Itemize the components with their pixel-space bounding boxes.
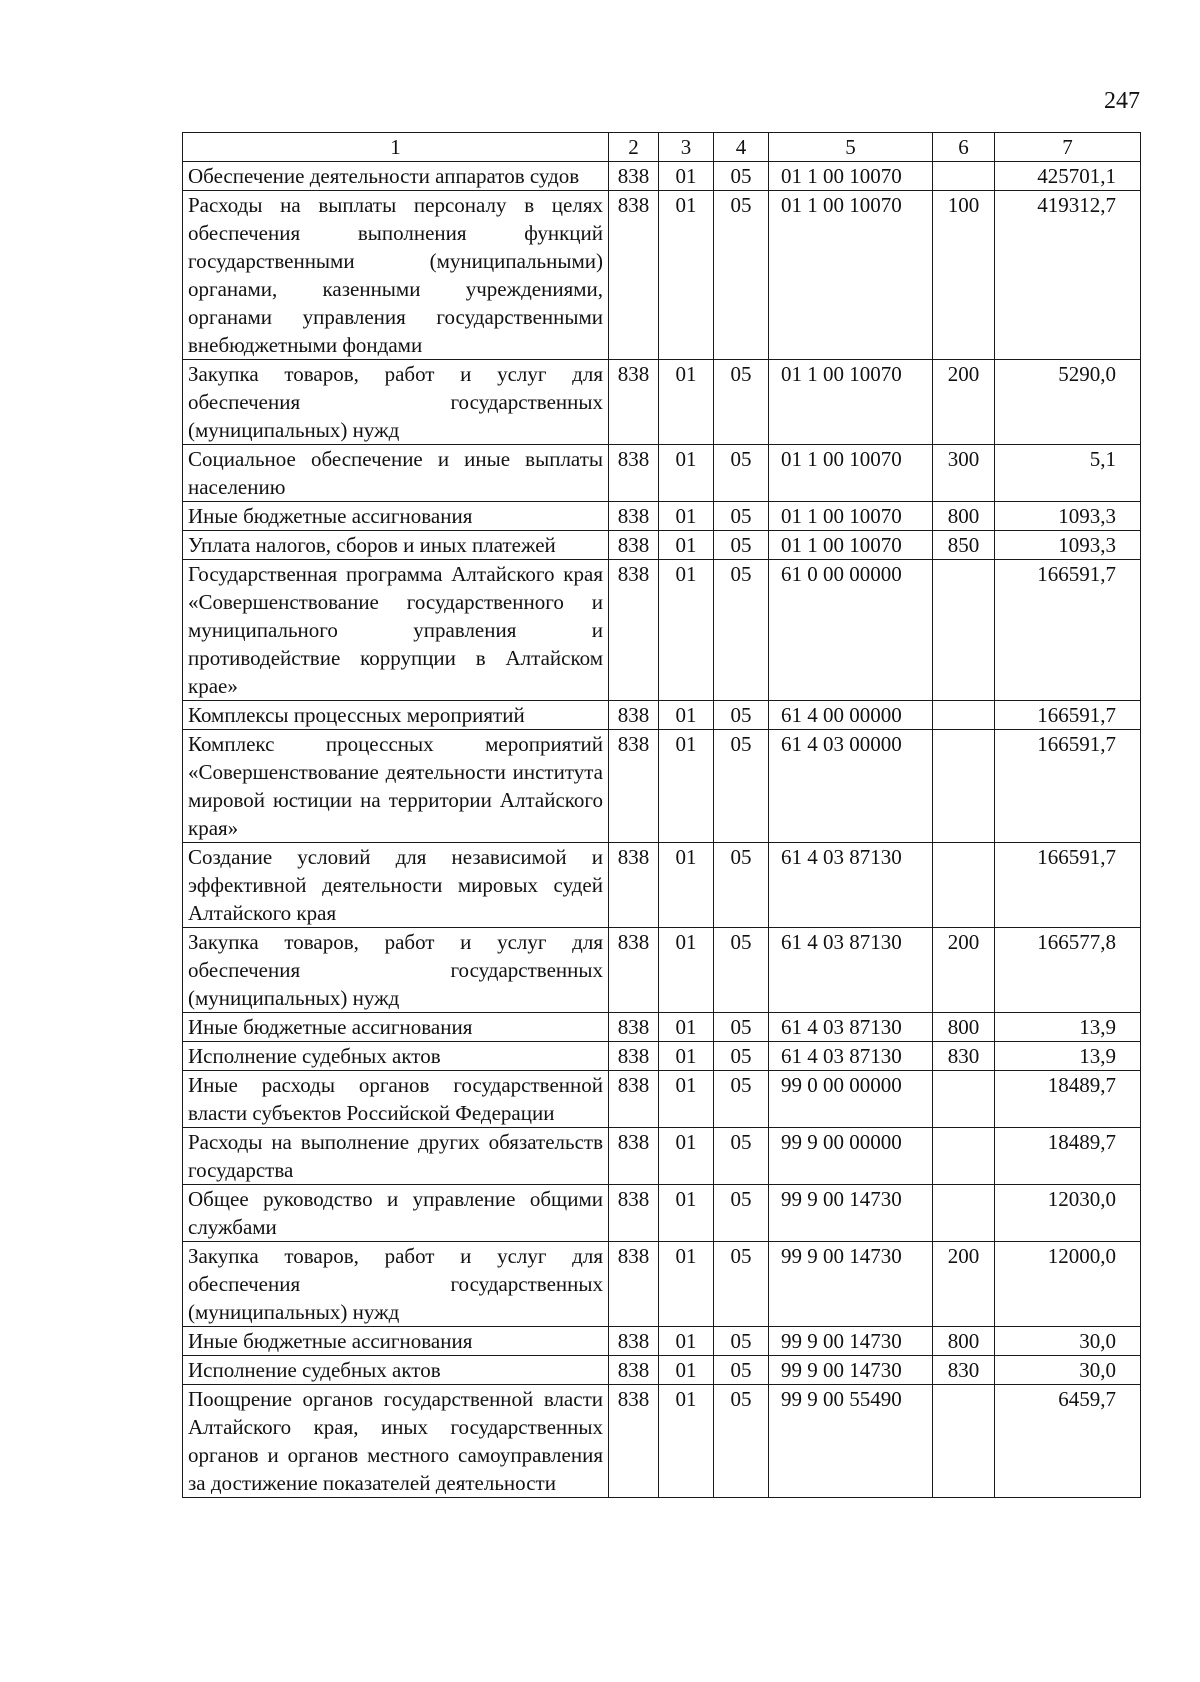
section-code-cell: 01 [659,730,714,843]
amount-cell: 166591,7 [995,560,1141,701]
expense-type-code-cell [933,730,995,843]
target-article-code-cell: 01 1 00 10070 [769,531,933,560]
expense-type-code-cell: 200 [933,1242,995,1327]
expense-type-code-cell [933,1071,995,1128]
subsection-code-cell: 05 [714,1185,769,1242]
expense-type-code-cell: 830 [933,1042,995,1071]
section-code-cell: 01 [659,1042,714,1071]
item-name-cell: Поощрение органов государственной власти Алтайского края, иных государственных органов и органов местного самоуправления за достижение показателей деятельности [183,1385,609,1498]
ministry-code-cell: 838 [609,1327,659,1356]
section-code-cell: 01 [659,360,714,445]
target-article-code-cell: 99 9 00 14730 [769,1356,933,1385]
target-article-code-cell: 01 1 00 10070 [769,360,933,445]
expense-type-code-cell: 300 [933,445,995,502]
ministry-code-cell: 838 [609,1185,659,1242]
table-row [183,191,1141,360]
expense-type-code-cell: 200 [933,360,995,445]
section-code-cell: 01 [659,1071,714,1128]
table-row [183,730,1141,843]
subsection-code-cell: 05 [714,445,769,502]
item-name-cell: Иные расходы органов государственной власти субъектов Российской Федерации [183,1071,609,1128]
item-name-cell: Комплекс процессных мероприятий «Совершенствование деятельности института мировой юстиции на территории Алтайского края» [183,730,609,843]
subsection-code-cell: 05 [714,1128,769,1185]
target-article-code-cell: 01 1 00 10070 [769,502,933,531]
amount-cell: 166591,7 [995,843,1141,928]
amount-cell: 18489,7 [995,1071,1141,1128]
section-code-cell: 01 [659,560,714,701]
section-code-cell: 01 [659,1128,714,1185]
subsection-code-cell: 05 [714,1042,769,1071]
table-row [183,1385,1141,1498]
subsection-code-cell: 05 [714,191,769,360]
target-article-code-cell: 01 1 00 10070 [769,445,933,502]
expense-type-code-cell [933,843,995,928]
section-code-cell: 01 [659,1385,714,1498]
expense-type-code-cell: 830 [933,1356,995,1385]
section-code-cell: 01 [659,1185,714,1242]
table-row [183,360,1141,445]
expense-type-code-cell [933,1385,995,1498]
table-row [183,560,1141,701]
ministry-code-cell: 838 [609,531,659,560]
column-header-5: 5 [769,133,933,162]
section-code-cell: 01 [659,162,714,191]
amount-cell: 166577,8 [995,928,1141,1013]
section-code-cell: 01 [659,701,714,730]
subsection-code-cell: 05 [714,730,769,843]
target-article-code-cell: 99 9 00 14730 [769,1185,933,1242]
table-header [183,133,1141,162]
table-body [183,162,1141,1498]
amount-cell: 13,9 [995,1013,1141,1042]
table-row [183,1327,1141,1356]
item-name-cell: Иные бюджетные ассигнования [183,502,609,531]
ministry-code-cell: 838 [609,1042,659,1071]
expense-type-code-cell [933,701,995,730]
item-name-cell: Закупка товаров, работ и услуг для обеспечения государственных (муниципальных) нужд [183,928,609,1013]
item-name-cell: Создание условий для независимой и эффективной деятельности мировых судей Алтайского края [183,843,609,928]
item-name-cell: Иные бюджетные ассигнования [183,1327,609,1356]
section-code-cell: 01 [659,1356,714,1385]
section-code-cell: 01 [659,445,714,502]
table-row [183,502,1141,531]
ministry-code-cell: 838 [609,1242,659,1327]
amount-cell: 1093,3 [995,531,1141,560]
section-code-cell: 01 [659,1242,714,1327]
table-row [183,928,1141,1013]
subsection-code-cell: 05 [714,1356,769,1385]
subsection-code-cell: 05 [714,1242,769,1327]
expense-type-code-cell [933,162,995,191]
target-article-code-cell: 01 1 00 10070 [769,162,933,191]
ministry-code-cell: 838 [609,360,659,445]
target-article-code-cell: 01 1 00 10070 [769,191,933,360]
item-name-cell: Расходы на выполнение других обязательств государства [183,1128,609,1185]
item-name-cell: Обеспечение деятельности аппаратов судов [183,162,609,191]
expense-type-code-cell: 850 [933,531,995,560]
amount-cell: 1093,3 [995,502,1141,531]
target-article-code-cell: 99 0 00 00000 [769,1071,933,1128]
ministry-code-cell: 838 [609,502,659,531]
table-row [183,162,1141,191]
item-name-cell: Государственная программа Алтайского края «Совершенствование государственного и муниципального управления и противодействие коррупции в Алтайском крае» [183,560,609,701]
subsection-code-cell: 05 [714,560,769,701]
target-article-code-cell: 99 9 00 14730 [769,1242,933,1327]
target-article-code-cell: 61 4 00 00000 [769,701,933,730]
amount-cell: 5,1 [995,445,1141,502]
subsection-code-cell: 05 [714,162,769,191]
ministry-code-cell: 838 [609,928,659,1013]
amount-cell: 13,9 [995,1042,1141,1071]
column-header-3: 3 [659,133,714,162]
page-number: 247 [1104,88,1140,114]
ministry-code-cell: 838 [609,1071,659,1128]
column-header-1: 1 [183,133,609,162]
target-article-code-cell: 61 4 03 87130 [769,843,933,928]
column-header-4: 4 [714,133,769,162]
header-row [183,133,1141,162]
table-row [183,1356,1141,1385]
item-name-cell: Социальное обеспечение и иные выплаты населению [183,445,609,502]
table-row [183,1128,1141,1185]
target-article-code-cell: 61 4 03 87130 [769,1042,933,1071]
amount-cell: 425701,1 [995,162,1141,191]
expense-type-code-cell [933,560,995,701]
amount-cell: 30,0 [995,1356,1141,1385]
subsection-code-cell: 05 [714,360,769,445]
section-code-cell: 01 [659,502,714,531]
amount-cell: 5290,0 [995,360,1141,445]
table-row [183,1071,1141,1128]
ministry-code-cell: 838 [609,560,659,701]
subsection-code-cell: 05 [714,1385,769,1498]
table-row [183,531,1141,560]
section-code-cell: 01 [659,1013,714,1042]
table-row [183,1042,1141,1071]
table-row [183,1013,1141,1042]
item-name-cell: Уплата налогов, сборов и иных платежей [183,531,609,560]
expense-type-code-cell: 200 [933,928,995,1013]
section-code-cell: 01 [659,928,714,1013]
subsection-code-cell: 05 [714,928,769,1013]
ministry-code-cell: 838 [609,701,659,730]
amount-cell: 166591,7 [995,701,1141,730]
section-code-cell: 01 [659,843,714,928]
subsection-code-cell: 05 [714,1013,769,1042]
table-row [183,843,1141,928]
table-row [183,701,1141,730]
target-article-code-cell: 61 4 03 87130 [769,928,933,1013]
ministry-code-cell: 838 [609,191,659,360]
amount-cell: 12000,0 [995,1242,1141,1327]
subsection-code-cell: 05 [714,843,769,928]
target-article-code-cell: 61 4 03 00000 [769,730,933,843]
column-header-2: 2 [609,133,659,162]
subsection-code-cell: 05 [714,1327,769,1356]
section-code-cell: 01 [659,191,714,360]
amount-cell: 30,0 [995,1327,1141,1356]
ministry-code-cell: 838 [609,1013,659,1042]
ministry-code-cell: 838 [609,1356,659,1385]
subsection-code-cell: 05 [714,701,769,730]
item-name-cell: Исполнение судебных актов [183,1356,609,1385]
item-name-cell: Исполнение судебных актов [183,1042,609,1071]
item-name-cell: Закупка товаров, работ и услуг для обеспечения государственных (муниципальных) нужд [183,360,609,445]
expense-type-code-cell: 800 [933,1013,995,1042]
target-article-code-cell: 61 0 00 00000 [769,560,933,701]
item-name-cell: Расходы на выплаты персоналу в целях обеспечения выполнения функций государственными (муниципальными) органами, казенными учреждениями, органами управления государственными внебюджетными фондами [183,191,609,360]
item-name-cell: Общее руководство и управление общими службами [183,1185,609,1242]
ministry-code-cell: 838 [609,1385,659,1498]
target-article-code-cell: 99 9 00 55490 [769,1385,933,1498]
section-code-cell: 01 [659,1327,714,1356]
target-article-code-cell: 99 9 00 00000 [769,1128,933,1185]
ministry-code-cell: 838 [609,1128,659,1185]
ministry-code-cell: 838 [609,162,659,191]
subsection-code-cell: 05 [714,1071,769,1128]
budget-table [182,132,1141,1498]
amount-cell: 12030,0 [995,1185,1141,1242]
amount-cell: 6459,7 [995,1385,1141,1498]
ministry-code-cell: 838 [609,730,659,843]
amount-cell: 18489,7 [995,1128,1141,1185]
expense-type-code-cell: 100 [933,191,995,360]
item-name-cell: Комплексы процессных мероприятий [183,701,609,730]
table-row [183,1242,1141,1327]
table-row [183,1185,1141,1242]
subsection-code-cell: 05 [714,531,769,560]
target-article-code-cell: 99 9 00 14730 [769,1327,933,1356]
ministry-code-cell: 838 [609,843,659,928]
expense-type-code-cell [933,1128,995,1185]
expense-type-code-cell: 800 [933,502,995,531]
expense-type-code-cell [933,1185,995,1242]
amount-cell: 166591,7 [995,730,1141,843]
column-header-6: 6 [933,133,995,162]
amount-cell: 419312,7 [995,191,1141,360]
section-code-cell: 01 [659,531,714,560]
expense-type-code-cell: 800 [933,1327,995,1356]
table-row [183,445,1141,502]
column-header-7: 7 [995,133,1141,162]
item-name-cell: Иные бюджетные ассигнования [183,1013,609,1042]
item-name-cell: Закупка товаров, работ и услуг для обеспечения государственных (муниципальных) нужд [183,1242,609,1327]
ministry-code-cell: 838 [609,445,659,502]
target-article-code-cell: 61 4 03 87130 [769,1013,933,1042]
subsection-code-cell: 05 [714,502,769,531]
